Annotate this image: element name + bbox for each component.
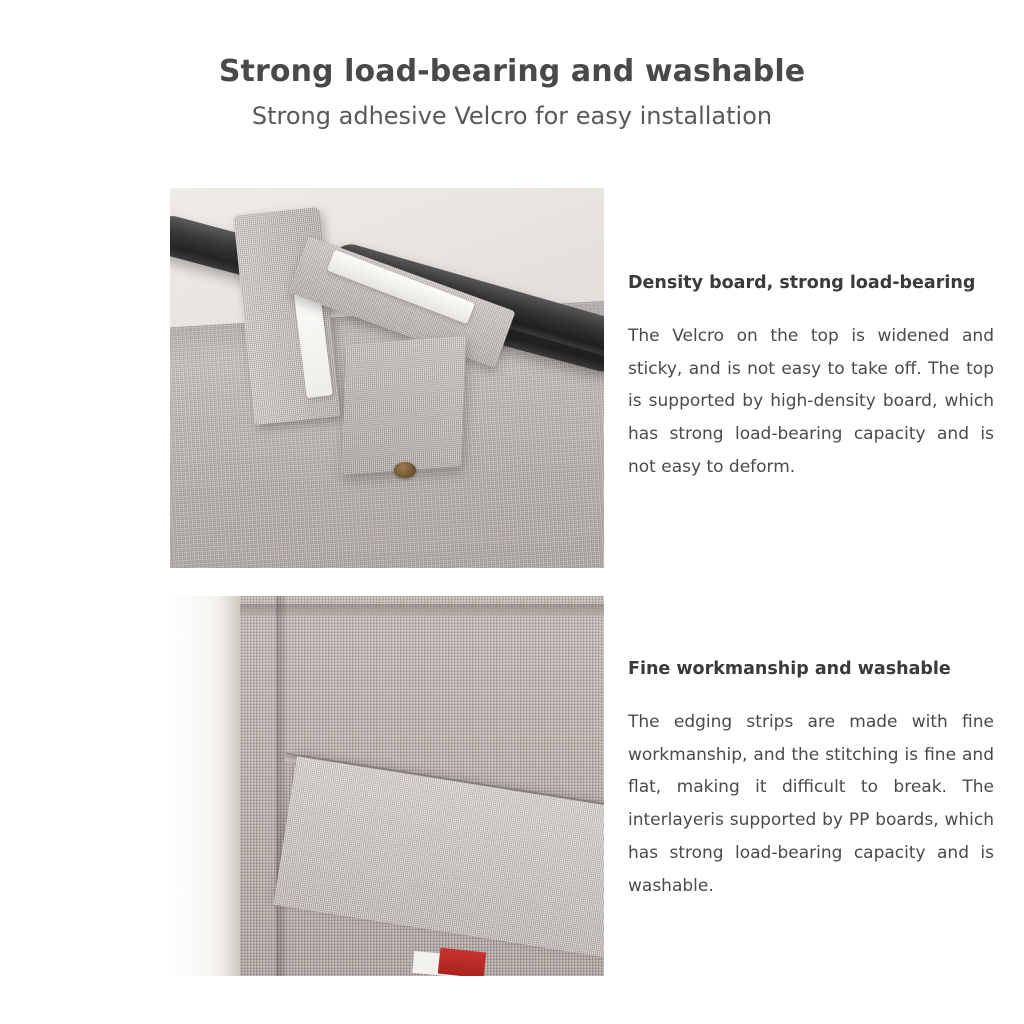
- feature-list: [0, 188, 1024, 976]
- feature-block: [0, 188, 1024, 568]
- left-edging-strip: [222, 596, 240, 976]
- velcro-strap-on-rod-photo: [170, 188, 604, 568]
- shelf-edging-stitching-photo: [170, 596, 604, 976]
- fabric-flap: [341, 336, 465, 475]
- feature-heading: Density board, strong load-bearing: [628, 273, 976, 294]
- feature-text: [604, 596, 1024, 902]
- vertical-divider: [276, 596, 286, 976]
- feature-heading: Fine workmanship and washable: [628, 659, 951, 680]
- page-title: Strong load-bearing and washable: [218, 54, 806, 89]
- page-header: [0, 0, 1024, 132]
- feature-body: The Velcro on the top is widened and sticky, and is not easy to take off. The top is supported by high-density board, which has strong load-bearing capacity and is not easy to deform.: [628, 325, 994, 477]
- red-accent-strip: [438, 948, 486, 976]
- feature-block: [0, 596, 1024, 976]
- feature-body: The edging strips are made with fine workmanship, and the stitching is fine and flat, making it difficult to break. The interlayeris supported by PP boards, which has strong load-bearing capacity and is washable.: [628, 711, 994, 896]
- page-subtitle: Strong adhesive Velcro for easy installation: [251, 102, 773, 130]
- feature-text: [604, 188, 1024, 484]
- metal-grommet: [394, 462, 416, 478]
